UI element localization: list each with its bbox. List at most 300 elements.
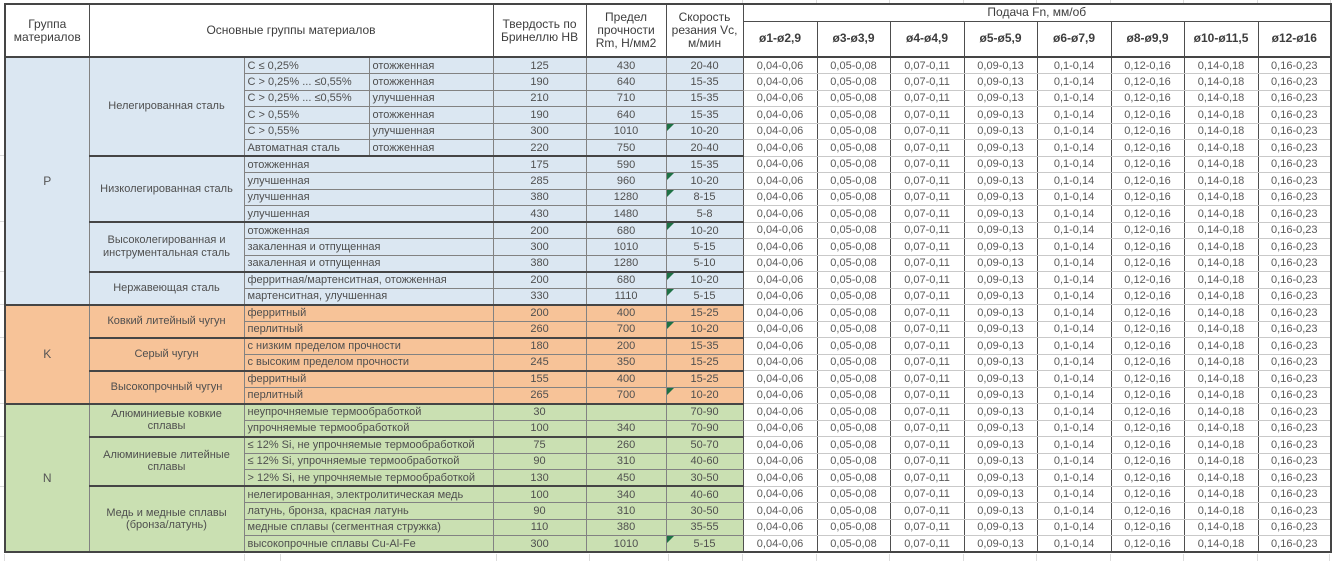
gridline (1330, 0, 1331, 3)
feed-cell: 0,12-0,16 (1111, 272, 1184, 289)
feed-cell: 0,1-0,14 (1037, 173, 1111, 190)
feed-cell: 0,14-0,18 (1184, 321, 1258, 338)
feed-cell: 0,05-0,08 (817, 387, 890, 404)
table-row (5, 272, 1331, 289)
material-detail-cell: упрочняемые термообработкой (244, 420, 493, 437)
strength-cell: 310 (586, 453, 666, 470)
material-subgroup-cell: Нержавеющая сталь (89, 272, 244, 305)
feed-cell: 0,09-0,13 (964, 140, 1037, 157)
feed-cell: 0,09-0,13 (964, 206, 1037, 223)
gridline (1036, 0, 1037, 3)
hardness-cell: 90 (493, 453, 586, 470)
hardness-cell: 180 (493, 338, 586, 355)
feed-cell: 0,04-0,06 (743, 156, 817, 173)
gridline (244, 554, 245, 561)
material-detail-cell: C > 0,55% (244, 123, 369, 140)
hardness-cell: 190 (493, 107, 586, 124)
gridline (742, 554, 743, 561)
feed-cell: 0,07-0,11 (890, 486, 964, 503)
feed-cell: 0,1-0,14 (1037, 123, 1111, 140)
feed-cell: 0,14-0,18 (1184, 74, 1258, 91)
feed-cell: 0,12-0,16 (1111, 437, 1184, 454)
hardness-cell: 110 (493, 519, 586, 536)
feed-cell: 0,09-0,13 (964, 288, 1037, 305)
feed-cell: 0,16-0,23 (1258, 189, 1331, 206)
feed-cell: 0,09-0,13 (964, 57, 1037, 74)
feed-cell: 0,04-0,06 (743, 288, 817, 305)
material-detail-cell: улучшенная (369, 90, 493, 107)
feed-cell: 0,12-0,16 (1111, 305, 1184, 322)
feed-cell: 0,1-0,14 (1037, 222, 1111, 239)
feed-cell: 0,09-0,13 (964, 74, 1037, 91)
cutting-speed-cell: 10-20 (666, 173, 743, 190)
strength-cell: 750 (586, 140, 666, 157)
feed-cell: 0,09-0,13 (964, 173, 1037, 190)
feed-cell: 0,1-0,14 (1037, 503, 1111, 520)
feed-cell: 0,09-0,13 (964, 321, 1037, 338)
feed-cell: 0,16-0,23 (1258, 255, 1331, 272)
cutting-speed-cell: 5-15 (666, 288, 743, 305)
feed-cell: 0,1-0,14 (1037, 140, 1111, 157)
material-subgroup-cell: Высоколегированная и инструментальная сталь (89, 222, 244, 272)
material-detail-cell: закаленная и отпущенная (244, 239, 493, 256)
strength-cell: 400 (586, 371, 666, 388)
gridline (0, 370, 4, 371)
feed-cell: 0,05-0,08 (817, 57, 890, 74)
gridline (1110, 554, 1111, 561)
gridline (816, 0, 817, 3)
feed-cell: 0,12-0,16 (1111, 486, 1184, 503)
material-detail-cell: нелегированная, электролитическая медь (244, 486, 493, 503)
material-detail-cell: медные сплавы (сегментная стружка) (244, 519, 493, 536)
note-triangle-icon (667, 124, 674, 131)
cutting-speed-cell: 30-50 (666, 470, 743, 487)
table-row (5, 404, 1331, 421)
feed-cell: 0,14-0,18 (1184, 140, 1258, 157)
cutting-speed-cell: 40-60 (666, 453, 743, 470)
feed-cell: 0,16-0,23 (1258, 519, 1331, 536)
header-feed-d1: ø1-ø2,9 (743, 21, 817, 57)
feed-cell: 0,12-0,16 (1111, 57, 1184, 74)
feed-cell: 0,1-0,14 (1037, 387, 1111, 404)
hardness-cell: 210 (493, 90, 586, 107)
material-detail-cell: высокопрочные сплавы Cu-Al-Fe (244, 536, 493, 553)
cutting-speed-cell: 5-10 (666, 255, 743, 272)
hardness-cell: 300 (493, 536, 586, 553)
hardness-cell: 175 (493, 156, 586, 173)
cutting-speed-cell: 10-20 (666, 123, 743, 140)
feed-cell: 0,1-0,14 (1037, 107, 1111, 124)
feed-cell: 0,05-0,08 (817, 371, 890, 388)
feed-cell: 0,16-0,23 (1258, 371, 1331, 388)
feed-cell: 0,05-0,08 (817, 437, 890, 454)
header-feed-d4: ø5-ø5,9 (964, 21, 1037, 57)
feed-cell: 0,12-0,16 (1111, 206, 1184, 223)
feed-cell: 0,16-0,23 (1258, 288, 1331, 305)
feed-cell: 0,12-0,16 (1111, 156, 1184, 173)
table-row (5, 486, 1331, 503)
table-row (5, 305, 1331, 322)
feed-cell: 0,12-0,16 (1111, 503, 1184, 520)
feed-cell: 0,05-0,08 (817, 503, 890, 520)
material-detail-cell: отожженная (369, 57, 493, 74)
feed-cell: 0,12-0,16 (1111, 338, 1184, 355)
material-detail-cell: перлитный (244, 387, 493, 404)
strength-cell: 1010 (586, 123, 666, 140)
cutting-speed-cell: 30-50 (666, 503, 743, 520)
feed-cell: 0,1-0,14 (1037, 470, 1111, 487)
feed-cell: 0,12-0,16 (1111, 387, 1184, 404)
material-detail-cell: C > 0,25% ... ≤0,55% (244, 74, 369, 91)
feed-cell: 0,16-0,23 (1258, 107, 1331, 124)
material-detail-cell: неупрочняемые термообработкой (244, 404, 493, 421)
material-detail-cell: C > 0,55% (244, 107, 369, 124)
feed-cell: 0,16-0,23 (1258, 74, 1331, 91)
feed-cell: 0,04-0,06 (743, 470, 817, 487)
header-feed-d8: ø12-ø16 (1258, 21, 1331, 57)
hardness-cell: 300 (493, 123, 586, 140)
feed-cell: 0,04-0,06 (743, 305, 817, 322)
feed-cell: 0,07-0,11 (890, 420, 964, 437)
feed-cell: 0,1-0,14 (1037, 486, 1111, 503)
strength-cell: 340 (586, 486, 666, 503)
feed-cell: 0,14-0,18 (1184, 288, 1258, 305)
feed-cell: 0,12-0,16 (1111, 371, 1184, 388)
feed-cell: 0,12-0,16 (1111, 519, 1184, 536)
feed-cell: 0,04-0,06 (743, 222, 817, 239)
feed-cell: 0,16-0,23 (1258, 486, 1331, 503)
hardness-cell: 380 (493, 255, 586, 272)
feed-cell: 0,09-0,13 (964, 156, 1037, 173)
feed-cell: 0,1-0,14 (1037, 156, 1111, 173)
strength-cell: 590 (586, 156, 666, 173)
feed-cell: 0,04-0,06 (743, 420, 817, 437)
feed-cell: 0,09-0,13 (964, 222, 1037, 239)
group-code-cell: N (5, 404, 89, 553)
feed-cell: 0,09-0,13 (964, 354, 1037, 371)
feed-cell: 0,14-0,18 (1184, 173, 1258, 190)
feed-cell: 0,04-0,06 (743, 173, 817, 190)
feed-cell: 0,1-0,14 (1037, 206, 1111, 223)
feed-cell: 0,05-0,08 (817, 486, 890, 503)
feed-cell: 0,12-0,16 (1111, 140, 1184, 157)
feed-cell: 0,05-0,08 (817, 338, 890, 355)
cutting-speed-cell: 15-35 (666, 156, 743, 173)
feed-cell: 0,1-0,14 (1037, 90, 1111, 107)
feed-cell: 0,12-0,16 (1111, 255, 1184, 272)
hardness-cell: 125 (493, 57, 586, 74)
feed-cell: 0,05-0,08 (817, 536, 890, 553)
feed-cell: 0,12-0,16 (1111, 74, 1184, 91)
material-detail-cell: отожженная (244, 222, 493, 239)
feed-cell: 0,07-0,11 (890, 123, 964, 140)
feed-cell: 0,16-0,23 (1258, 354, 1331, 371)
gridline (1183, 0, 1184, 3)
header-main-material-groups: Основные группы материалов (89, 4, 493, 57)
feed-cell: 0,12-0,16 (1111, 123, 1184, 140)
material-detail-cell: улучшенная (244, 173, 493, 190)
material-detail-cell: отожженная (369, 140, 493, 157)
feed-cell: 0,14-0,18 (1184, 420, 1258, 437)
feed-cell: 0,04-0,06 (743, 519, 817, 536)
feed-cell: 0,04-0,06 (743, 255, 817, 272)
gridline (280, 554, 281, 561)
feed-cell: 0,09-0,13 (964, 123, 1037, 140)
feed-cell: 0,12-0,16 (1111, 420, 1184, 437)
feed-cell: 0,16-0,23 (1258, 140, 1331, 157)
feed-cell: 0,07-0,11 (890, 519, 964, 536)
note-triangle-icon (667, 536, 674, 543)
feed-cell: 0,04-0,06 (743, 354, 817, 371)
material-detail-cell: перлитный (244, 321, 493, 338)
material-detail-cell: закаленная и отпущенная (244, 255, 493, 272)
feed-cell: 0,07-0,11 (890, 140, 964, 157)
strength-cell: 1280 (586, 189, 666, 206)
cutting-speed-cell: 40-60 (666, 486, 743, 503)
feed-cell: 0,04-0,06 (743, 486, 817, 503)
feed-cell: 0,12-0,16 (1111, 453, 1184, 470)
feed-cell: 0,04-0,06 (743, 189, 817, 206)
header-feed-title: Подача Fn, мм/об (743, 4, 1331, 21)
feed-cell: 0,14-0,18 (1184, 272, 1258, 289)
hardness-cell: 90 (493, 503, 586, 520)
cutting-speed-cell: 10-20 (666, 321, 743, 338)
hardness-cell: 200 (493, 272, 586, 289)
feed-cell: 0,12-0,16 (1111, 288, 1184, 305)
feed-cell: 0,09-0,13 (964, 371, 1037, 388)
feed-cell: 0,04-0,06 (743, 57, 817, 74)
material-detail-cell: улучшенная (244, 206, 493, 223)
table-row (5, 222, 1331, 239)
feed-cell: 0,14-0,18 (1184, 503, 1258, 520)
header-feed-d2: ø3-ø3,9 (817, 21, 890, 57)
strength-cell: 700 (586, 321, 666, 338)
feed-cell: 0,14-0,18 (1184, 57, 1258, 74)
feed-cell: 0,16-0,23 (1258, 272, 1331, 289)
material-detail-cell: ферритный (244, 371, 493, 388)
feed-cell: 0,04-0,06 (743, 140, 817, 157)
hardness-cell: 245 (493, 354, 586, 371)
strength-cell: 400 (586, 305, 666, 322)
feed-cell: 0,07-0,11 (890, 57, 964, 74)
feed-cell: 0,07-0,11 (890, 156, 964, 173)
feed-cell: 0,09-0,13 (964, 404, 1037, 421)
material-detail-cell: ≤ 12% Si, не упрочняемые термообработкой (244, 437, 493, 454)
feed-cell: 0,16-0,23 (1258, 222, 1331, 239)
feed-cell: 0,1-0,14 (1037, 536, 1111, 553)
feed-cell: 0,07-0,11 (890, 470, 964, 487)
feed-cell: 0,04-0,06 (743, 74, 817, 91)
feed-cell: 0,16-0,23 (1258, 536, 1331, 553)
feed-cell: 0,04-0,06 (743, 437, 817, 454)
header-cutting-speed: Скорость резания Vc, м/мин (666, 4, 743, 57)
material-subgroup-cell: Медь и медные сплавы (бронза/латунь) (89, 486, 244, 552)
feed-cell: 0,07-0,11 (890, 272, 964, 289)
feed-cell: 0,09-0,13 (964, 189, 1037, 206)
feed-cell: 0,16-0,23 (1258, 206, 1331, 223)
feed-cell: 0,16-0,23 (1258, 420, 1331, 437)
feed-cell: 0,16-0,23 (1258, 173, 1331, 190)
cutting-speed-cell: 10-20 (666, 272, 743, 289)
material-detail-cell: мартенситная, улучшенная (244, 288, 493, 305)
cutting-speed-cell: 15-35 (666, 107, 743, 124)
strength-cell: 1010 (586, 536, 666, 553)
feed-cell: 0,04-0,06 (743, 453, 817, 470)
gridline (0, 486, 4, 487)
feed-cell: 0,16-0,23 (1258, 123, 1331, 140)
header-feed-d6: ø8-ø9,9 (1111, 21, 1184, 57)
feed-cell: 0,1-0,14 (1037, 371, 1111, 388)
table-row (5, 57, 1331, 74)
strength-cell: 960 (586, 173, 666, 190)
feed-cell: 0,07-0,11 (890, 387, 964, 404)
feed-cell: 0,1-0,14 (1037, 453, 1111, 470)
feed-cell: 0,05-0,08 (817, 239, 890, 256)
feed-cell: 0,05-0,08 (817, 74, 890, 91)
feed-cell: 0,07-0,11 (890, 305, 964, 322)
feed-cell: 0,05-0,08 (817, 288, 890, 305)
feed-cell: 0,14-0,18 (1184, 222, 1258, 239)
material-subgroup-cell: Низколегированная сталь (89, 156, 244, 222)
feed-cell: 0,07-0,11 (890, 536, 964, 553)
note-triangle-icon (667, 223, 674, 230)
feed-cell: 0,14-0,18 (1184, 107, 1258, 124)
feed-cell: 0,09-0,13 (964, 107, 1037, 124)
hardness-cell: 285 (493, 173, 586, 190)
feed-cell: 0,14-0,18 (1184, 453, 1258, 470)
feed-cell: 0,09-0,13 (964, 420, 1037, 437)
feed-cell: 0,04-0,06 (743, 272, 817, 289)
feed-cell: 0,04-0,06 (743, 321, 817, 338)
gridline (1329, 554, 1330, 561)
feed-cell: 0,1-0,14 (1037, 321, 1111, 338)
feed-cell: 0,14-0,18 (1184, 255, 1258, 272)
feed-cell: 0,05-0,08 (817, 156, 890, 173)
feed-cell: 0,07-0,11 (890, 107, 964, 124)
feed-cell: 0,05-0,08 (817, 305, 890, 322)
strength-cell: 1480 (586, 206, 666, 223)
gridline (963, 0, 964, 3)
feed-cell: 0,1-0,14 (1037, 519, 1111, 536)
strength-cell: 450 (586, 470, 666, 487)
gridline (0, 221, 4, 222)
cutting-speed-cell: 15-35 (666, 74, 743, 91)
feed-cell: 0,09-0,13 (964, 486, 1037, 503)
note-triangle-icon (667, 190, 674, 197)
feed-cell: 0,05-0,08 (817, 470, 890, 487)
hardness-cell: 75 (493, 437, 586, 454)
feed-cell: 0,12-0,16 (1111, 404, 1184, 421)
feed-cell: 0,12-0,16 (1111, 173, 1184, 190)
material-detail-cell: улучшенная (369, 123, 493, 140)
gridline (1257, 0, 1258, 3)
gridline (0, 436, 4, 437)
material-subgroup-cell: Серый чугун (89, 338, 244, 371)
material-subgroup-cell: Алюминиевые ковкие сплавы (89, 404, 244, 437)
feed-cell: 0,09-0,13 (964, 255, 1037, 272)
strength-cell: 1010 (586, 239, 666, 256)
gridline (0, 403, 4, 404)
cutting-speed-cell: 5-15 (666, 239, 743, 256)
table-row (5, 338, 1331, 355)
strength-cell: 350 (586, 354, 666, 371)
feed-cell: 0,04-0,06 (743, 206, 817, 223)
note-triangle-icon (667, 322, 674, 329)
material-detail-cell: с высоким пределом прочности (244, 354, 493, 371)
feed-cell: 0,07-0,11 (890, 222, 964, 239)
feed-cell: 0,1-0,14 (1037, 420, 1111, 437)
header-feed-d7: ø10-ø11,5 (1184, 21, 1258, 57)
cutting-speed-cell: 15-35 (666, 90, 743, 107)
hardness-cell: 130 (493, 470, 586, 487)
hardness-cell: 300 (493, 239, 586, 256)
cutting-speed-cell: 15-25 (666, 371, 743, 388)
feed-cell: 0,1-0,14 (1037, 255, 1111, 272)
gridline (589, 554, 590, 561)
feed-cell: 0,16-0,23 (1258, 453, 1331, 470)
group-code-cell: K (5, 305, 89, 404)
feed-cell: 0,05-0,08 (817, 255, 890, 272)
feed-cell: 0,04-0,06 (743, 123, 817, 140)
gridline (1110, 0, 1111, 3)
header-tensile-strength: Предел прочности Rm, Н/мм2 (586, 4, 666, 57)
hardness-cell: 30 (493, 404, 586, 421)
strength-cell: 380 (586, 519, 666, 536)
material-subgroup-cell: Высокопрочный чугун (89, 371, 244, 404)
material-detail-cell: улучшенная (244, 189, 493, 206)
note-triangle-icon (667, 289, 674, 296)
note-triangle-icon (667, 388, 674, 395)
feed-cell: 0,16-0,23 (1258, 321, 1331, 338)
feed-cell: 0,09-0,13 (964, 536, 1037, 553)
strength-cell: 310 (586, 503, 666, 520)
feed-cell: 0,12-0,16 (1111, 90, 1184, 107)
material-detail-cell: C > 0,25% ... ≤0,55% (244, 90, 369, 107)
feed-cell: 0,16-0,23 (1258, 57, 1331, 74)
strength-cell: 700 (586, 387, 666, 404)
cutting-speed-cell: 8-15 (666, 189, 743, 206)
header-feed-d5: ø6-ø7,9 (1037, 21, 1111, 57)
feed-cell: 0,09-0,13 (964, 90, 1037, 107)
hardness-cell: 100 (493, 486, 586, 503)
feed-cell: 0,07-0,11 (890, 371, 964, 388)
feed-cell: 0,05-0,08 (817, 404, 890, 421)
feed-cell: 0,09-0,13 (964, 338, 1037, 355)
feed-cell: 0,09-0,13 (964, 470, 1037, 487)
feed-cell: 0,12-0,16 (1111, 321, 1184, 338)
feed-cell: 0,07-0,11 (890, 453, 964, 470)
hardness-cell: 190 (493, 74, 586, 91)
cutting-speed-cell: 5-8 (666, 206, 743, 223)
feed-cell: 0,1-0,14 (1037, 354, 1111, 371)
note-triangle-icon (667, 173, 674, 180)
feed-cell: 0,1-0,14 (1037, 404, 1111, 421)
cutting-speed-cell: 15-35 (666, 338, 743, 355)
gridline (668, 554, 669, 561)
cutting-speed-cell: 20-40 (666, 140, 743, 157)
material-detail-cell: отожженная (369, 107, 493, 124)
feed-cell: 0,16-0,23 (1258, 387, 1331, 404)
feed-cell: 0,07-0,11 (890, 189, 964, 206)
feed-cell: 0,09-0,13 (964, 437, 1037, 454)
hardness-cell: 380 (493, 189, 586, 206)
feed-cell: 0,09-0,13 (964, 272, 1037, 289)
feed-cell: 0,12-0,16 (1111, 107, 1184, 124)
feed-cell: 0,05-0,08 (817, 354, 890, 371)
material-detail-cell: латунь, бронза, красная латунь (244, 503, 493, 520)
feed-cell: 0,07-0,11 (890, 354, 964, 371)
feed-cell: 0,05-0,08 (817, 222, 890, 239)
